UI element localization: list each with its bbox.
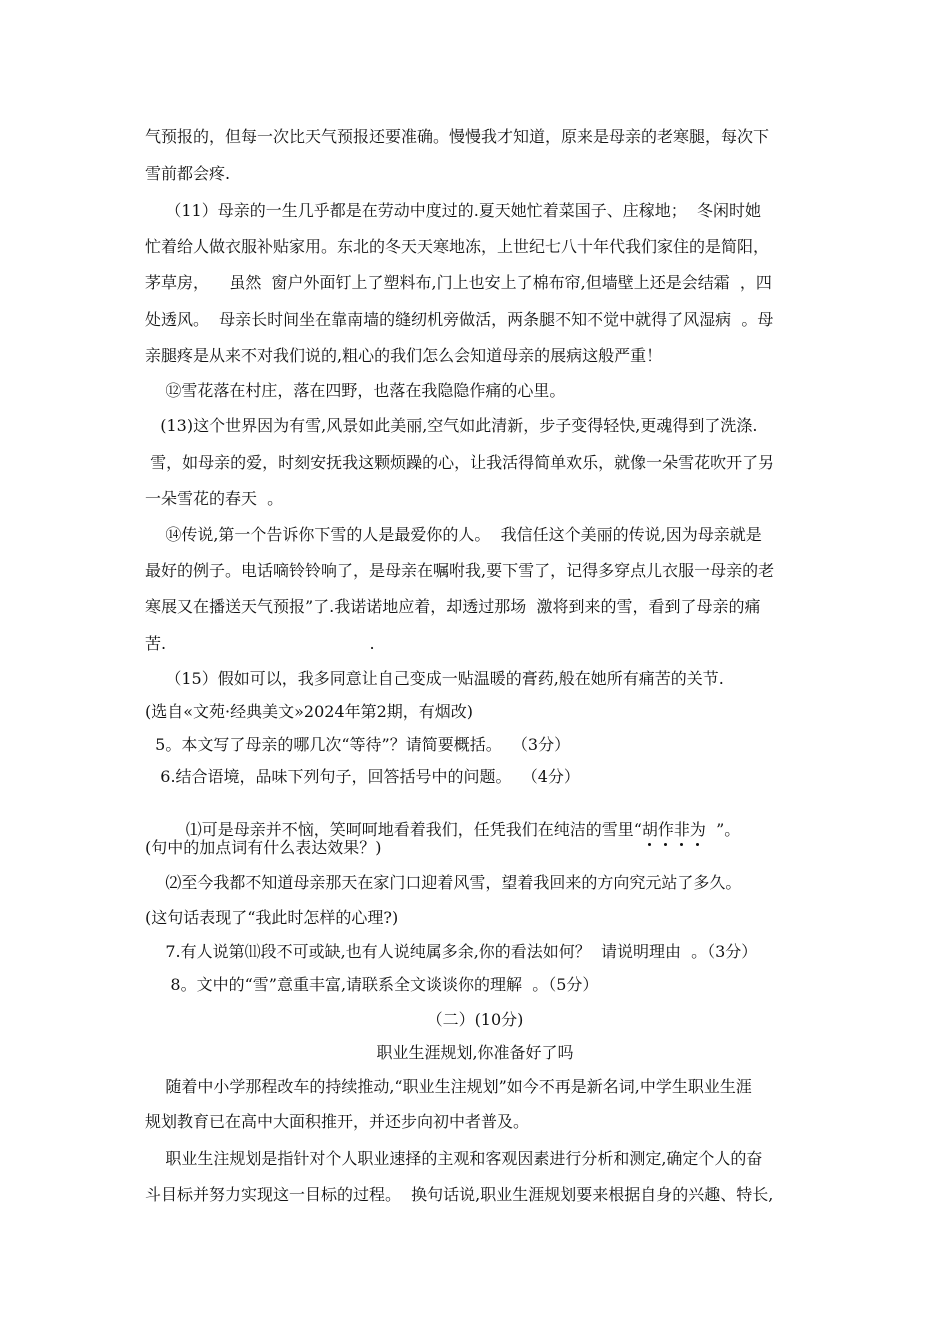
text-line: 规划教育已在高中大面积推开，并还步向初中者普及。 xyxy=(145,1112,530,1131)
text-line: (这句话表现了“我此时怎样的心理?) xyxy=(145,908,399,927)
question-7: 7.有人说第⑾段不可或缺,也有人说纯属多余,你的看法如何？ 请说明理由 。（3分） xyxy=(145,942,758,961)
text-line: （11）母亲的一生几乎都是在劳动中度过的.夏天她忙着菜国子、庄稼地； 冬闲时她 xyxy=(145,201,761,220)
emphasized-char: 作 xyxy=(658,820,674,839)
section-header: （二）(10分) xyxy=(426,1010,524,1029)
text-line: (13)这个世界因为有雪,风景如此美丽,空气如此清新，步子变得轻快,更魂得到了洗涤. xyxy=(145,416,758,435)
emphasis-dot-icon xyxy=(664,843,667,846)
emphasis-dot-icon xyxy=(680,843,683,846)
text-line: 雪前都会疼. xyxy=(145,164,231,183)
emphasis-dot-icon xyxy=(696,843,699,846)
emphasis-dot-icon xyxy=(648,843,651,846)
text-line: ⑭传说,第一个告诉你下雪的人是最爱你的人。 我信任这个美丽的传说,因为母亲就是 xyxy=(145,525,762,544)
source-citation: (选自«文苑·经典美文»2024年第2期，有烟改) xyxy=(145,702,474,721)
sentence-text: ⑴可是母亲并不恼，笑呵呵地看着我们，任凭我们在纯洁的雪里“ xyxy=(165,820,642,839)
article-title: 职业生涯规划,你准备好了吗 xyxy=(376,1043,574,1062)
text-line: 雪，如母亲的爱，时刻安抚我这颗烦躁的心，让我活得简单欢乐，就像一朵雪花吹开了另 xyxy=(145,453,775,472)
text-line: (句中的加点词有什么表达效果？) xyxy=(145,838,382,857)
text-line: 一朵雪花的春天 。 xyxy=(145,489,284,508)
text-line: 职业生注规划是指针对个人职业速择的主观和客观因素进行分析和测定,确定个人的奋 xyxy=(145,1149,763,1168)
text-line: 茅草房， 虽然 窗户外面钉上了塑料布,门上也安上了棉布帘,但墙壁上还是会结霜 ，四 xyxy=(145,273,772,292)
text-line: 最好的例子。电话嘀铃铃响了，是母亲在嘱咐我,要下雪了，记得多穿点儿衣服一母亲的老 xyxy=(145,561,775,580)
sentence-text: ”。 xyxy=(705,820,741,839)
text-line: 苦. . xyxy=(145,634,375,653)
text-line: ⑫雪花落在村庄，落在四野，也落在我隐隐作痛的心里。 xyxy=(145,381,566,400)
emphasized-char: 非 xyxy=(674,820,690,839)
text-line: 斗目标并努力实现这一目标的过程。 换句话说,职业生涯规划要来根据自身的兴趣、特长, xyxy=(145,1185,774,1204)
emphasized-char: 为 xyxy=(690,820,706,839)
text-line: 亲腿疼是从来不对我们说的,粗心的我们怎么会知道母亲的展病这般严重！ xyxy=(145,346,663,365)
text-line: 处透风。 母亲长时间坐在靠南墙的缝纫机旁做活，两条腿不知不觉中就得了风湿病 。母 xyxy=(145,310,774,329)
question-8: 8。文中的“雪”意重丰富,请联系全文谈谈你的理解 。（5分） xyxy=(145,975,599,994)
text-line: ⑵至今我都不知道母亲那天在家门口迎着风雪，望着我回来的方向究元站了多久。 xyxy=(145,873,742,892)
text-line: 寒展又在播送天气预报”了.我诺诺地应着，却透过那场 激将到来的雪，看到了母亲的痛 xyxy=(145,597,761,616)
question-6: 6.结合语境，品味下列句子，回答括号中的问题。 （4分） xyxy=(145,767,580,786)
question-5: 5。本文写了母亲的哪几次“等待”？请简要概括。 （3分） xyxy=(145,735,571,754)
text-line: 忙着给人做衣服补贴家用。东北的冬天天寒地冻，上世纪七八十年代我们家住的是简阳， xyxy=(145,237,770,256)
text-line: （15）假如可以，我多同意让自己变成一贴温暖的膏药,般在她所有痛苦的关节. xyxy=(145,669,724,688)
emphasized-char: 胡 xyxy=(642,820,658,839)
text-line: 气预报的，但每一次比天气预报还要准确。慢慢我才知道，原来是母亲的老寒腿，每次下 xyxy=(145,127,770,146)
text-line: 随着中小学那程改车的持续推动,“职业生注规划”如今不再是新名词,中学生职业生涯 xyxy=(145,1077,752,1096)
